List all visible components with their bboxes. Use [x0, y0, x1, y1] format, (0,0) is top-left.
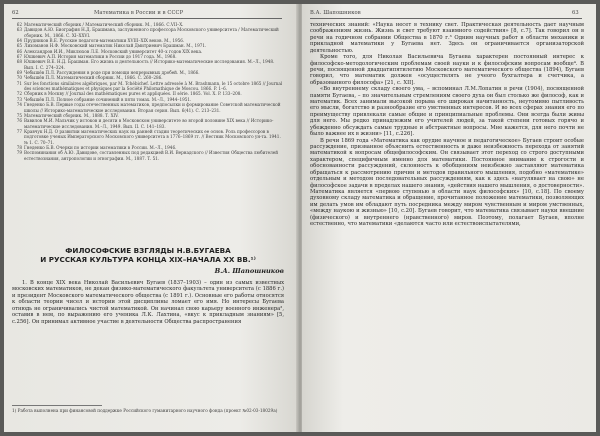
- reference-item: [12, 81, 284, 92]
- reference-text: Сборник в Москву // Journal des mathématiques pures et appliquées. II série. 1865. Vol. X. P. 133–208.: [24, 91, 242, 97]
- reference-item: [12, 150, 284, 161]
- reference-text: Воспоминания об А.Ю. Давидове, составленных под редакцией В.И. Вернадского // Известия Общества любителей естествознания, антропологии и этнографии. М., 1887. Т. 51.: [24, 150, 278, 161]
- reference-number: 79: [16, 150, 22, 156]
- article-title: [12, 246, 284, 264]
- reference-item: [12, 118, 284, 129]
- body-paragraph: В речи 1869 года «Математика как орудие научное и педагогическое» Бугаев строит особые рассуждение, призванное объяснить естественность и даже неизбежность перехода от занятий математикой к вопросам общефилософским. Он связывает этот переход со строго доступными характером, специфичным именно для математики. Постоянное внимание к строгости и обоснованности рассуждений, склонность к обобщениям неизбежно заставляют математика обращаться к рассмотрению причин и методов правильного мышления, подобно «математике» отдельным и методом последовательных рассуждениям, как к здесь «нагулявает на свою» не философское задачи в пределах нашего знания, «действия нашего мышления, о достоверности». Математика является «первою ступенью в области наук философских» [10, с.18]. По своему духовному складу математика и обращение, прочитанное положение математики, позволяющих им делать умов им обладают путь посредника между миром чувственным и миром умственных, «между наукою и жизнью» [10, с.20]. Бугаев говорит, что математика связывает науки внешние (физического) и внутреннего (нравственного) миров. Поэтому, полагает Бугаев, вполне естественно, что математики «делаются часто или естествоиспытателями,: [310, 137, 584, 228]
- reference-text: Лихоманов Н.Ф. Московский математик Николай Дмитриевич Брашман. М., 1971.: [24, 43, 207, 49]
- reference-number: 72: [16, 91, 22, 97]
- reference-text: Гнеденко Б.В. Очерки по истории математики в России. М.–Л., 1946.: [24, 144, 177, 150]
- reference-number: 63: [16, 27, 22, 33]
- reference-text: Юшкевич А.П. История математики в России до 1917 года. М., 1968.: [24, 54, 177, 60]
- article-title-line-1: ФИЛОСОФСКИЕ ВЗГЛЯДЫ Н.В.БУГАЕВА: [65, 246, 231, 255]
- reference-number: 73: [16, 96, 22, 102]
- reference-number: 66: [16, 48, 22, 54]
- reference-text: Александров И.И., Миклюхов Л.Е. Московский университет 40–х годов XIX века.: [24, 48, 203, 54]
- reference-number: 77: [16, 128, 22, 134]
- reference-number: 67: [16, 54, 22, 60]
- reference-text: Вавилов М.И. Мальчик у истоков и десяти в Московском университете во второй половине XIX века // Историко-математические исследования. М.–Л., 1949. Вып. II. С. 141–183.: [24, 118, 274, 129]
- right-page: [302, 4, 596, 432]
- left-page-number: 62: [12, 10, 19, 16]
- reference-number: 65: [16, 43, 22, 49]
- left-header-rule: [12, 18, 282, 19]
- reference-number: 71: [16, 80, 22, 86]
- book-spread: [4, 4, 596, 432]
- left-running-title: Математика в России и в СССР: [94, 10, 184, 16]
- article-title-line-2: И РУССКАЯ КУЛЬТУРА КОНЦА XIX–НАЧАЛА XX ВВ.¹⁾: [40, 255, 256, 265]
- article-author: В.А. Шапошников: [214, 267, 284, 275]
- reference-text: Sur les fonctions similaires algébriques, par M. Tchébichef. Lettre adressée à M. Brashmann, le 15 octobre 1865 // Journal des sciences mathématiques et physiques par la Société Philomathique de Moscou. 1866. P. 1–6.: [24, 80, 283, 92]
- reference-number: 62: [16, 22, 22, 27]
- left-page: [4, 4, 298, 432]
- reference-number: 64: [16, 38, 22, 44]
- right-page-number: 63: [572, 10, 579, 16]
- footnote: 1) Работа выполнена при финансовой поддержке Российского гуманитарного научного фонда (проект №02-03-18029а): [12, 408, 278, 413]
- left-body-text: [12, 280, 284, 325]
- reference-number: 74: [16, 102, 22, 108]
- reference-number: 75: [16, 112, 22, 118]
- reference-text: Кравчук Н.Д. О развитии математических наук на ранней стадии теоретических ее основ. Роль профессоров в подготовке ученых Императорского Московского университета в 1776–1869 гг. // Вестник Московского ун-та. 1941. № 1. С. 70–71.: [24, 128, 281, 145]
- reference-text: Давидов А.Ю. Биография Н.Д. Брашмана, заслуженного профессора Московского университета / Математический сборник. М., 1866. С. XI–XXVI.: [24, 27, 279, 38]
- reference-number: 76: [16, 118, 22, 124]
- reference-number: 70: [16, 75, 22, 81]
- reference-text: Чебышёв П.Л. Рассуждения в роде при помощи непрерывных дробей. М., 1866.: [24, 70, 200, 76]
- reference-number: 68: [16, 59, 22, 65]
- body-paragraph: Кроме того, для Николая Васильевича Бугаева характерен постоянный интерес к философско-методологическим проблемам своей науки и к философским вопросам вообще⁴. В речи, посвященной двадцатипятилетию Московского математического общества (1894), Бугаев говорил, что математик должен «осуществлять не учеого бухгалтера и счетчика, а образованного философа» [21, с. XII].: [310, 54, 584, 86]
- reference-text: Гнеденко Б.В. Первые годы отечественных математиков, предпосылки и формирование Советской математической школы // Историко-математические исследования. Вторая серия. Вып. 6(41). С. 213–231.: [24, 102, 281, 113]
- footnote-rule: [12, 405, 102, 406]
- right-running-title: В.А. Шапошников: [310, 10, 361, 16]
- reference-number: 78: [16, 144, 22, 150]
- reference-text: Прудников В.Е. Русские педагоги-математики XVIII–XIX веков. М., 1956.: [24, 38, 185, 44]
- reference-text: Чебышёв П.Л. Полное собрание сочинений в пяти томах. М.–Л., 1944–1951.: [24, 96, 192, 102]
- reference-text: Математический сборник / Математический сборник. М., 1866. С.VII–X.: [24, 22, 184, 27]
- right-header-rule: [310, 18, 582, 19]
- reference-text: Математический сборник. М., 1888. Т. XIV.: [24, 112, 119, 118]
- reference-item: [12, 27, 284, 38]
- right-body-text: [310, 22, 584, 228]
- reference-list: [12, 22, 284, 161]
- reference-number: 69: [16, 70, 22, 76]
- reference-item: [12, 102, 284, 113]
- body-paragraph: технических знаний: «Наука несет в технику свет. Практическая деятельность дает научным соображениям жизнь. Жизнь и свет требуют взаимного содействия» [8, с.7]. Так говорил он в речи на годичном собрании Общества в 1870 г.³ Одним научных работ в области механики и прикладной математики у Бугаева нет. Здесь он ограничивается организаторской деятельностью.: [310, 22, 584, 54]
- body-paragraph: 1. В конце XIX века Николай Васильевич Бугаев (1837–1903) – один из самых известных московских математиков, не декан физико-математического факультета университета (с 1886 г.) и президент Московского математического общества (с 1891 г.). Основные его работы относятся к области теории чисел и истории этой дисциплины ломает его имя. Но интересы Бугаева отнюдь не ограничивались чистой математикой. Он начинал свою карьеру военного инженера², оставив в нем, по выражению его ученика Л.К. Лахтина, «вкус к прикладным знаниям» [5, с.256]. Он принимал активное участие в деятельности Общества распространения: [12, 280, 284, 325]
- reference-item: [12, 129, 284, 145]
- reference-text: Юшкевич В.Е. Н.Д. Брашман. Его жизнь и деятельность // Историко-математические исследования. М.–Л., 1948. Вып. I. С. 274–324.: [24, 59, 275, 70]
- reference-text: Чебышёв П.Л. Математический сборник. М., 1866. С. 260–286.: [24, 75, 163, 81]
- body-paragraph: «Во внутреннему складу своего ума, – вспоминал Л.М.Лопатин в речи (1904), посвященной памяти Бугаева, – по значительным стремлениям своего духа он был столько же философ, как и математик. Всех занимали высокой порыва его широкая начитанность, неутомимо пытливость его мысли, богатство и разнообразие его умственных интересов. И во всех сферах знания его по преимуществу привлекали самые общие и принципиальные проблемы. Они всегда были живы для него. Мы редко принадлежим его учителей людей, за такой степени готовых горячо и убежденно обсуждать самые трудные и абстрактные вопросы. Мне кажется, для него почти не было важнее их в жизни» [11, с.226].: [310, 86, 584, 138]
- reference-item: [12, 59, 284, 70]
